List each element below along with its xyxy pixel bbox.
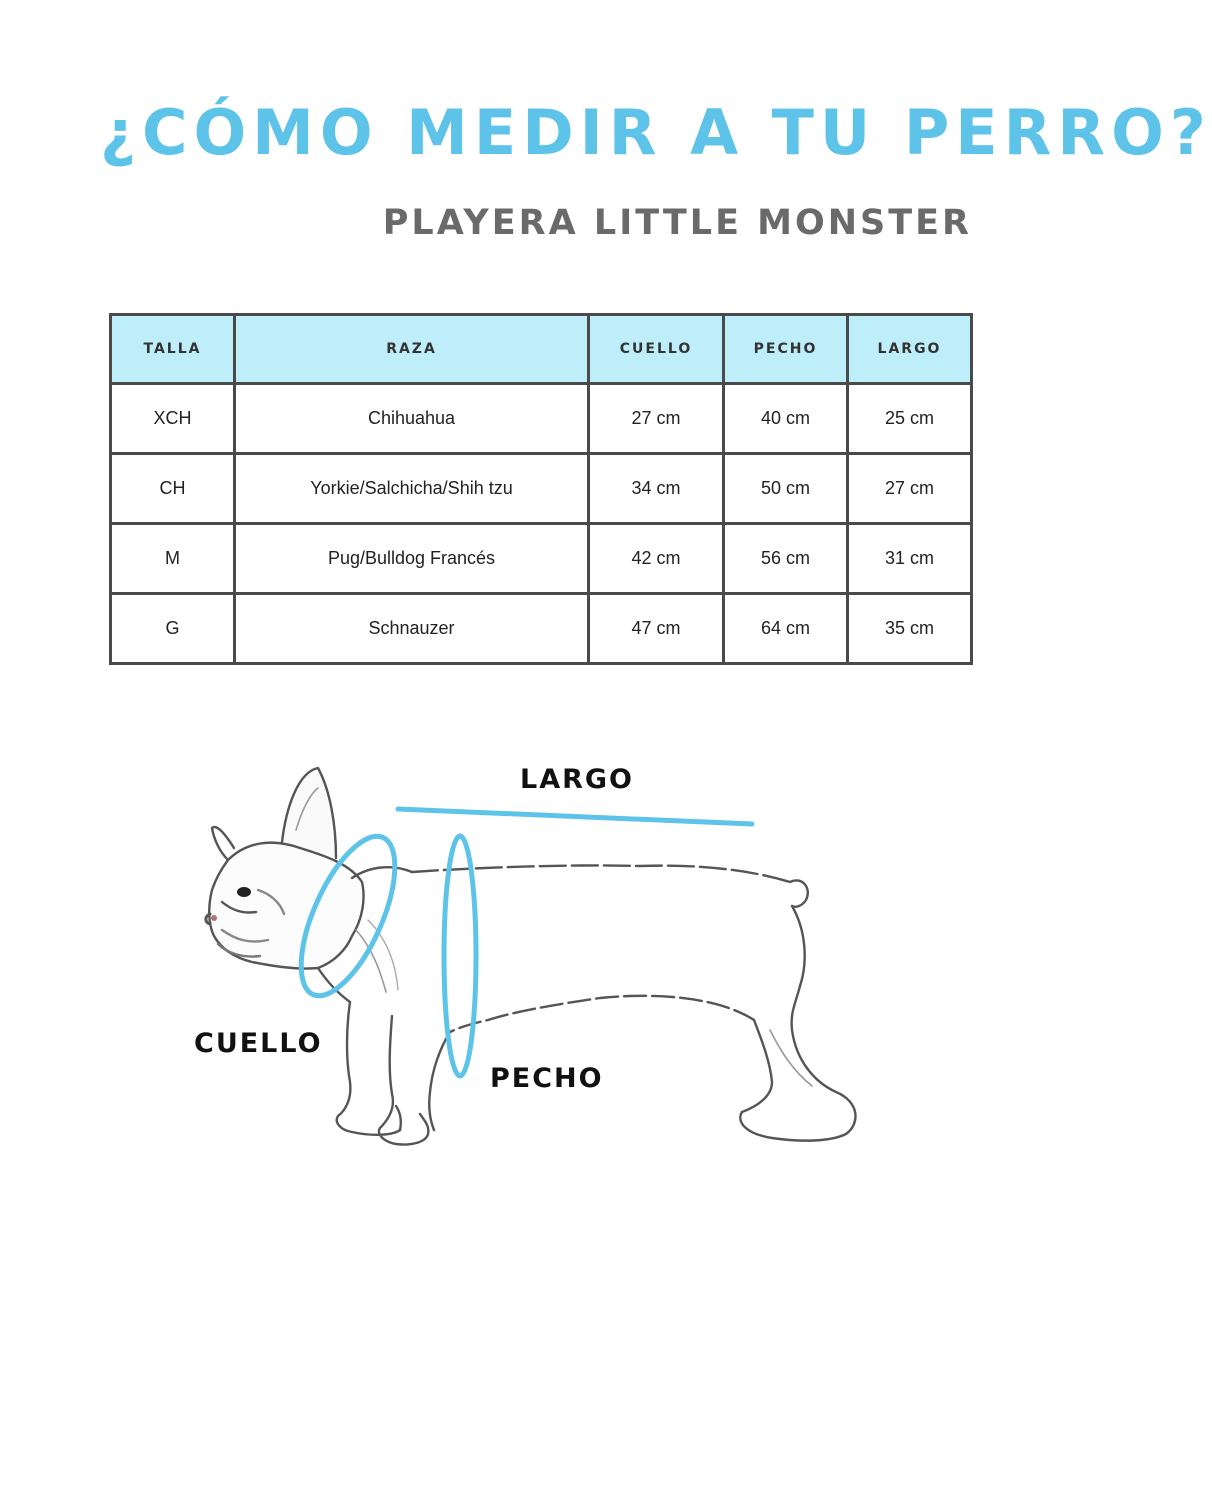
header-cuello: CUELLO xyxy=(589,315,724,384)
page-subtitle: PLAYERA LITTLE MONSTER xyxy=(382,203,972,243)
largo-measure-line xyxy=(398,809,752,824)
header-talla: TALLA xyxy=(111,315,235,384)
size-table xyxy=(109,313,973,665)
cell-pecho: 64 cm xyxy=(724,594,848,664)
measurement-diagram xyxy=(0,730,1080,1190)
largo-label: LARGO xyxy=(520,764,635,795)
cell-largo: 25 cm xyxy=(848,384,972,454)
cell-talla: G xyxy=(111,594,235,664)
cell-pecho: 56 cm xyxy=(724,524,848,594)
cell-cuello: 34 cm xyxy=(589,454,724,524)
pecho-label: PECHO xyxy=(490,1063,604,1094)
header-raza: RAZA xyxy=(235,315,589,384)
table-row xyxy=(111,594,972,664)
cell-largo: 35 cm xyxy=(848,594,972,664)
cell-cuello: 42 cm xyxy=(589,524,724,594)
cell-pecho: 40 cm xyxy=(724,384,848,454)
cell-raza: Schnauzer xyxy=(235,594,589,664)
cell-largo: 31 cm xyxy=(848,524,972,594)
cell-raza: Chihuahua xyxy=(235,384,589,454)
cell-cuello: 27 cm xyxy=(589,384,724,454)
cell-talla: CH xyxy=(111,454,235,524)
cell-cuello: 47 cm xyxy=(589,594,724,664)
table-row xyxy=(111,524,972,594)
cell-talla: M xyxy=(111,524,235,594)
cell-talla: XCH xyxy=(111,384,235,454)
page-title: ¿CÓMO MEDIR A TU PERRO? xyxy=(100,96,1212,169)
table-row xyxy=(111,384,972,454)
pecho-measure-ring xyxy=(444,836,476,1076)
cell-largo: 27 cm xyxy=(848,454,972,524)
cell-raza: Yorkie/Salchicha/Shih tzu xyxy=(235,454,589,524)
measure-guides xyxy=(282,809,752,1076)
cell-pecho: 50 cm xyxy=(724,454,848,524)
header-largo: LARGO xyxy=(848,315,972,384)
table-header-row xyxy=(111,315,972,384)
table-row xyxy=(111,454,972,524)
cell-raza: Pug/Bulldog Francés xyxy=(235,524,589,594)
cuello-label: CUELLO xyxy=(194,1028,323,1059)
header-pecho: PECHO xyxy=(724,315,848,384)
